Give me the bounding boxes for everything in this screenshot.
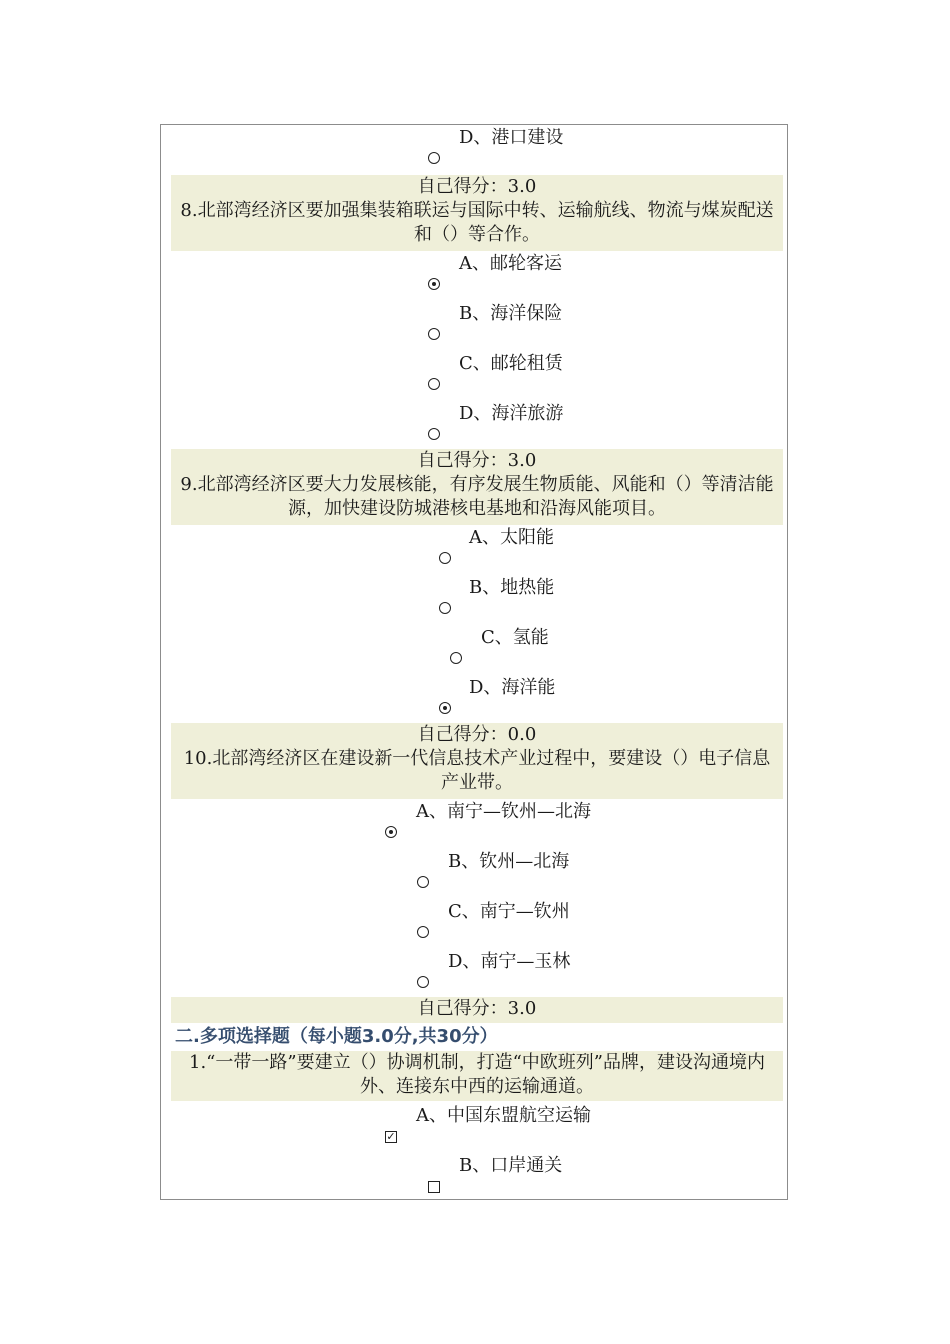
radio-button[interactable]	[450, 652, 462, 664]
radio-button[interactable]	[417, 976, 429, 988]
radio-button[interactable]	[428, 378, 440, 390]
radio-button[interactable]	[428, 428, 440, 440]
q8-option-c[interactable]	[161, 351, 788, 401]
q8-option-b[interactable]	[161, 301, 788, 351]
option-label: B、口岸通关	[459, 1155, 563, 1176]
option-label: D、南宁—玉林	[448, 951, 571, 972]
m1-option-a[interactable]	[161, 1103, 788, 1153]
q10-option-b[interactable]	[161, 849, 788, 899]
option-label: C、氢能	[481, 627, 549, 648]
q8-question-text: 8.北部湾经济区要加强集装箱联运与国际中转、运输航线、物流与煤炭配送和（）等合作。	[180, 200, 774, 245]
m1-question-text: 1.“一带一路”要建立（）协调机制，打造“中欧班列”品牌，建设沟通境内外、连接东中西的运输通道。	[189, 1052, 765, 1097]
q10-score: 自己得分：3.0	[417, 998, 537, 1019]
option-label: A、太阳能	[469, 527, 554, 548]
option-label: D、港口建设	[459, 127, 564, 148]
q10-option-c[interactable]	[161, 899, 788, 949]
radio-button-selected[interactable]	[428, 278, 440, 290]
q10-option-d[interactable]	[161, 949, 788, 999]
m1-header	[171, 1051, 783, 1101]
radio-button[interactable]	[428, 152, 440, 164]
radio-button[interactable]	[417, 876, 429, 888]
checkbox-checked[interactable]: ✓	[386, 1130, 396, 1143]
m1-option-b[interactable]	[161, 1153, 788, 1200]
q8-option-d[interactable]	[161, 401, 788, 451]
option-label: C、南宁—钦州	[448, 901, 570, 922]
q8-option-a[interactable]	[161, 251, 788, 301]
option-label: B、地热能	[469, 577, 555, 598]
q9-question-text: 9.北部湾经济区要大力发展核能，有序发展生物质能、风能和（）等清洁能源，加快建设防城港核电基地和沿海风能项目。	[180, 474, 774, 519]
option-label: B、海洋保险	[459, 303, 563, 324]
q7-option-d[interactable]	[161, 125, 788, 175]
radio-button[interactable]	[417, 926, 429, 938]
q10-header	[171, 723, 783, 799]
q9-option-a[interactable]	[161, 525, 788, 575]
q8-header	[171, 175, 783, 251]
q9-header	[171, 449, 783, 525]
q10-question-text: 10.北部湾经济区在建设新一代信息技术产业过程中，要建设（）电子信息产业带。	[183, 748, 771, 793]
radio-button-selected[interactable]	[439, 702, 451, 714]
option-label: A、中国东盟航空运输	[416, 1105, 591, 1126]
q8-score: 自己得分：3.0	[417, 450, 537, 471]
checkbox[interactable]	[428, 1181, 440, 1193]
option-label: D、海洋能	[469, 677, 556, 698]
q9-option-b[interactable]	[161, 575, 788, 625]
option-label: C、邮轮租赁	[459, 353, 563, 374]
option-label: B、钦州—北海	[448, 851, 570, 872]
quiz-frame	[160, 124, 788, 1200]
option-label: A、邮轮客运	[459, 253, 562, 274]
section-title-multiple-choice: 二.多项选择题（每小题3.0分,共30分）	[175, 1026, 498, 1047]
radio-button[interactable]	[439, 602, 451, 614]
radio-button[interactable]	[439, 552, 451, 564]
q9-score: 自己得分：0.0	[417, 724, 537, 745]
q7-score: 自己得分：3.0	[417, 176, 537, 197]
radio-button[interactable]	[428, 328, 440, 340]
q10-option-a[interactable]	[161, 799, 788, 849]
q9-option-c[interactable]	[161, 625, 788, 675]
option-label: D、海洋旅游	[459, 403, 564, 424]
q10-score-band	[171, 997, 783, 1023]
q9-option-d[interactable]	[161, 675, 788, 725]
radio-button-selected[interactable]	[385, 826, 397, 838]
option-label: A、南宁—钦州—北海	[416, 801, 591, 822]
